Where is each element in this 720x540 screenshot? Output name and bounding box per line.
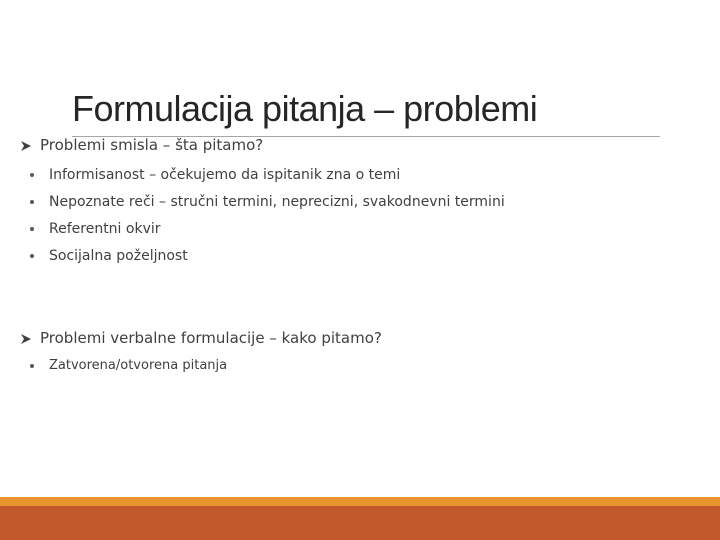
dot-bullet-icon: [30, 254, 34, 258]
footer-bar-accent: [0, 497, 720, 506]
arrow-bullet-icon: [20, 333, 32, 345]
dot-bullet-icon: [30, 173, 34, 177]
dot-bullet-icon: [30, 200, 34, 204]
list-item-text: Informisanost – očekujemo da ispitanik zna o temi: [49, 167, 401, 183]
list-item: [30, 248, 188, 264]
section-heading-1: [20, 136, 263, 154]
list-item-text: Referentni okvir: [49, 221, 161, 237]
list-item-text: Socijalna poželjnost: [49, 248, 188, 264]
list-item-text: Zatvorena/otvorena pitanja: [49, 358, 228, 373]
dot-bullet-icon: [30, 227, 34, 231]
section-heading-text: Problemi smisla – šta pitamo?: [40, 136, 264, 154]
section-heading-text: Problemi verbalne formulacije – kako pitamo?: [40, 329, 382, 347]
footer-bar: [0, 497, 720, 540]
list-item-text: Nepoznate reči – stručni termini, neprecizni, svakodnevni termini: [49, 194, 505, 210]
list-item: [30, 358, 227, 373]
list-item: [30, 221, 161, 237]
list-item: [30, 194, 505, 210]
dot-bullet-icon: [30, 364, 34, 368]
arrow-bullet-icon: [20, 140, 32, 152]
slide-title: Formulacija pitanja – problemi: [72, 88, 538, 129]
list-item: [30, 167, 400, 183]
section-heading-2: [20, 329, 382, 347]
